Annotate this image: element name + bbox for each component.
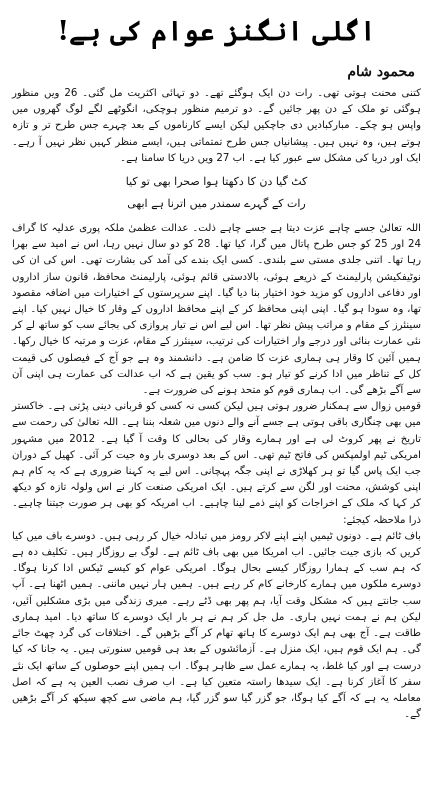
- poetry-verse: [12, 171, 421, 215]
- verse-line-2: رات کے گہرے سمندر میں اترنا ہے ابھی: [127, 197, 306, 211]
- author-byline: محمود شام: [347, 64, 415, 80]
- verse-line-1: کٹ گیا دن کا دکھتا ہوا صحرا بھی تو کیا: [125, 175, 308, 189]
- article-paragraph-3: قومیں زوال سے ہمکنار ضرور ہوتی ہیں لیکن کسی نہ کسی کو قربانی دینی پڑتی ہے۔ خاکستر میں بھی چنگاری باقی ہوتی ہے جسے آنے والے دنوں میں شعلہ بننا ہے۔ اللہ تعالیٰ کی رحمت سے تاریخ نے پھر کروٹ لی ہے اور ہمارے وقار کی بحالی کا وقت آ گیا ہے۔ 2012 میں مشہور امریکی ٹیم اولمپکس کی فاتح ٹیم تھی۔ اس کے بعد دوسری بار وہ جیت کر آئی۔ کھیل کے دوران جب ایک پاس گیا تو ہر کھلاڑی نے اپنی جگہ پہچانی۔ اس لیے یہ کہنا ضروری ہے کہ یہ کام ہم اپنی کوشش، محنت اور لگن سے کرتے ہیں۔ ایک امریکی صنعت کار نے اس ولولہ تازہ کو دیکھ کر کہا کہ ملک کے اخراجات کو اپنے ذمے لینا چاہیے۔ اب امریکہ کو بھی ہر صورت جیتنا چاہیے۔ ذرا ملاحظہ کیجئے:: [12, 401, 421, 526]
- article-paragraph-2: اللہ تعالیٰ جسے چاہے عزت دیتا ہے جسے چاہے ذلت۔ عدالت عظمیٰ ملکہ پوری عدلیہ کا گراف 24 اور 25 کو جس طرح پاتال میں گرا، کیا تھا۔ 28 کو دو سال نہیں رہا، اس نے امید سے بھرا رہا تھا۔ اتنی جلدی مستی سے بلندی۔ کسی ایک بندے کی آمد کی بشارت تھی۔ اس کی ان کی نوٹیفکیشن پارلیمنٹ کے ذریعے ہوئی، بالادستی قائم ہوئی، پارلیمنٹ محافظ، قانون ساز اداروں اور دفاعی اداروں کو مزید خود اختیار بنا دیا گیا۔ اپنے سرپرستوں کے اختیارات میں اضافہ مقصود تھا، وہ سودا ہو گیا۔ اپنی اپنی محافظ کر کے اپنے محافظ اداروں کے وقار کا خیال نہیں کیا۔ اپنے سینئرز کے مقام و مراتب پیش نظر تھا۔ اس لیے اس نے تیار پروازی کی بجائے سب کو ساتھ لے کر نئی عمارت بنائی اور درجے وار اختیارات کی ترتیب، سینئرز کے مقام، عزت و مرتبہ کا خیال رکھا۔ ہمیں آئین کا وقار ہی ہماری عزت کا ضامن ہے۔ دانشمند وہ ہے جو آج کے فیصلوں کی قیمت کل کے تناظر میں ادا کرنے کو تیار ہو۔ سب کو یقین ہے کہ اب عدالت کی عمارت ہی اپنی آن سے آگے بڑھے گی۔ اب ہماری قوم کو متحد ہونے کی ضرورت ہے۔: [12, 223, 421, 397]
- article-headline: اگلی انگنز عوام کی ہے!: [57, 16, 376, 47]
- article-paragraph-1: کتنی محنت ہوتی تھی۔ رات دن ایک ہوگئے تھے۔ دو تہائی اکثریت مل گئی۔ 26 ویں منظور ہوگئی تو ملک کے دن پھر جائیں گے۔ دو ترمیم منظور ہوچکی، انگوٹھے لگے لوگ گھروں میں واپس ہو چکے۔ مبارکبادیں دی جاچکیں لیکن ایسے کارناموں کے بعد چہرے جس طرح تر و تازہ ہوتے ہیں، وہ نہیں ہیں۔ پیشانیاں جس طرح تمتماتی ہیں، ایسے منظر کہیں نظر نہیں آ رہے۔ ایک اور دریا کی مشکل سے عبور کیا ہے۔ اب 27 ویں دریا کا سامنا ہے۔: [12, 88, 421, 164]
- article-paragraph-4: باف ٹائم ہے۔ دونوں ٹیمیں اپنے اپنے لاکر رومز میں تبادلہ خیال کر رہی ہیں۔ دوسرے باف میں کیا کریں کہ بازی جیت جائیں۔ اب امریکا میں بھی باف ٹائم ہے۔ لوگ بے روزگار ہیں۔ تکلیف دہ ہے کہ ہم سب کے ہمارا روزگار کیسے بحال ہوگا۔ امریکی عوام کو کیسے ٹیکس ادا کرنا ہوگا۔ دوسرے ملکوں میں ہمارے کارخانے کام کر رہے ہیں۔ ہمیں ہار نہیں ماننی۔ ہمیں اٹھنا ہے۔ آپ سب جانتے ہیں کہ مشکل وقت آیا، ہم پھر بھی ڈٹے رہے۔ میری زندگی میں بڑی مشکلیں آئیں، لیکن ہم نے ہمت نہیں ہاری۔ مل جل کر ہم نے ہر بار ایک دوسرے کا ساتھ دیا۔ امید ہماری طاقت ہے۔ آج بھی ہم ایک دوسرے کا ہاتھ تھام کر آگے بڑھیں گے۔ اختلافات کی گرد چھٹ جائے گی۔ ہم ایک قوم ہیں، ایک منزل ہے۔ آزمائشوں کے بعد ہی قومیں سنورتی ہیں۔ یہ جانا کہ کیا درست ہے اور کیا غلط، یہ ہمارے عمل سے ظاہر ہوگا۔ اب ہمیں اپنے حوصلوں کے ساتھ ایک نئے سفر کا آغاز کرنا ہے۔ ایک سیدھا راستہ متعین کیا ہے۔ اب صرف نصب العین یہ ہے کہ اصل معاملہ یہ ہے کہ آگے کیا ہوگا، جو گزر گیا سو گزر گیا، ہم ماضی سے کچھ سیکھ کر آگے بڑھیں گے۔: [12, 530, 421, 721]
